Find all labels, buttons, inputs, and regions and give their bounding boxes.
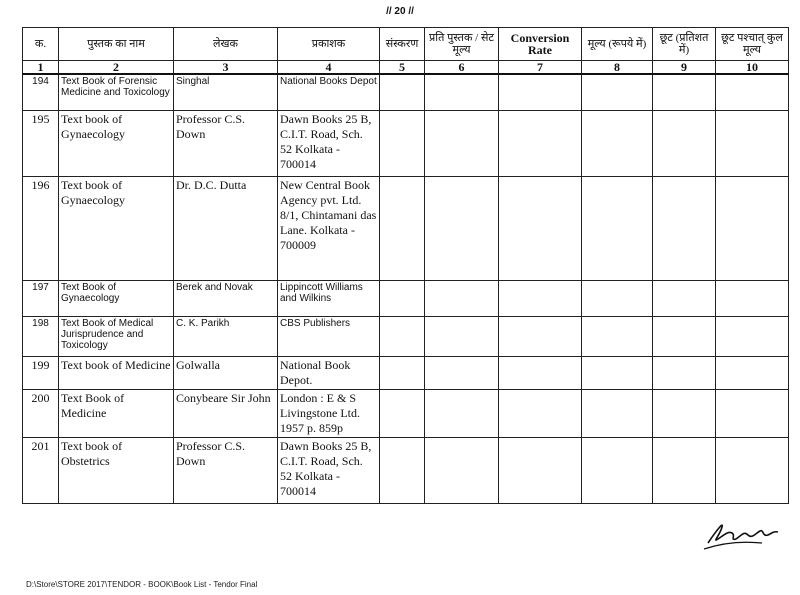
empty-cell bbox=[499, 356, 582, 389]
empty-cell bbox=[425, 110, 499, 176]
empty-cell bbox=[716, 110, 789, 176]
table-row bbox=[23, 356, 789, 389]
empty-cell bbox=[582, 74, 653, 110]
empty-cell bbox=[380, 437, 425, 503]
column-number: 10 bbox=[716, 61, 789, 75]
empty-cell bbox=[499, 74, 582, 110]
book-title: Text Book of Gynaecology bbox=[59, 280, 174, 316]
empty-cell bbox=[425, 389, 499, 437]
signature-icon bbox=[702, 513, 782, 553]
row-number: 199 bbox=[23, 356, 59, 389]
column-number: 2 bbox=[59, 61, 174, 75]
book-title: Text book of Medicine bbox=[59, 356, 174, 389]
book-title: Text book of Obstetrics bbox=[59, 437, 174, 503]
book-title: Text book of Gynaecology bbox=[59, 110, 174, 176]
book-publisher: Dawn Books 25 B, C.I.T. Road, Sch. 52 Kolkata - 700014 bbox=[278, 437, 380, 503]
header-row bbox=[23, 28, 789, 61]
row-number: 201 bbox=[23, 437, 59, 503]
empty-cell bbox=[582, 389, 653, 437]
empty-cell bbox=[499, 437, 582, 503]
empty-cell bbox=[716, 316, 789, 356]
column-number: 9 bbox=[653, 61, 716, 75]
row-number: 198 bbox=[23, 316, 59, 356]
empty-cell bbox=[499, 110, 582, 176]
table-row bbox=[23, 74, 789, 110]
empty-cell bbox=[380, 74, 425, 110]
column-header: छूट (प्रतिशत में) bbox=[653, 28, 716, 61]
empty-cell bbox=[499, 389, 582, 437]
column-number: 7 bbox=[499, 61, 582, 75]
book-author: Conybeare Sir John bbox=[174, 389, 278, 437]
empty-cell bbox=[380, 356, 425, 389]
empty-cell bbox=[499, 280, 582, 316]
empty-cell bbox=[653, 437, 716, 503]
row-number: 194 bbox=[23, 74, 59, 110]
column-header: छूट पश्चात् कुल मूल्य bbox=[716, 28, 789, 61]
empty-cell bbox=[425, 280, 499, 316]
book-author: Professor C.S. Down bbox=[174, 437, 278, 503]
footer-file-path: D:\Store\STORE 2017\TENDOR - BOOK\Book List - Tendor Final bbox=[26, 580, 258, 589]
empty-cell bbox=[499, 316, 582, 356]
column-number: 4 bbox=[278, 61, 380, 75]
book-publisher: CBS Publishers bbox=[278, 316, 380, 356]
book-title: Text book of Gynaecology bbox=[59, 176, 174, 280]
empty-cell bbox=[380, 316, 425, 356]
book-title: Text Book of Medical Jurisprudence and Toxicology bbox=[59, 316, 174, 356]
column-header: Conversion Rate bbox=[499, 28, 582, 61]
empty-cell bbox=[653, 316, 716, 356]
empty-cell bbox=[499, 176, 582, 280]
table-row bbox=[23, 389, 789, 437]
table-row bbox=[23, 437, 789, 503]
empty-cell bbox=[582, 437, 653, 503]
empty-cell bbox=[716, 437, 789, 503]
empty-cell bbox=[653, 74, 716, 110]
column-number: 8 bbox=[582, 61, 653, 75]
book-publisher: New Central Book Agency pvt. Ltd. 8/1, Chintamani das Lane. Kolkata - 700009 bbox=[278, 176, 380, 280]
empty-cell bbox=[582, 176, 653, 280]
empty-cell bbox=[716, 74, 789, 110]
column-header: प्रति पुस्तक / सेट मूल्य bbox=[425, 28, 499, 61]
table-row bbox=[23, 110, 789, 176]
empty-cell bbox=[425, 176, 499, 280]
book-author: Singhal bbox=[174, 74, 278, 110]
column-header: पुस्तक का नाम bbox=[59, 28, 174, 61]
row-number: 197 bbox=[23, 280, 59, 316]
empty-cell bbox=[380, 389, 425, 437]
book-author: Berek and Novak bbox=[174, 280, 278, 316]
column-number: 6 bbox=[425, 61, 499, 75]
column-header: मूल्य (रूपये में) bbox=[582, 28, 653, 61]
book-author: C. K. Parikh bbox=[174, 316, 278, 356]
empty-cell bbox=[425, 74, 499, 110]
column-header: प्रकाशक bbox=[278, 28, 380, 61]
column-number: 3 bbox=[174, 61, 278, 75]
empty-cell bbox=[653, 356, 716, 389]
book-publisher: National Books Depot bbox=[278, 74, 380, 110]
empty-cell bbox=[653, 110, 716, 176]
empty-cell bbox=[716, 176, 789, 280]
row-number: 196 bbox=[23, 176, 59, 280]
empty-cell bbox=[582, 356, 653, 389]
book-author: Dr. D.C. Dutta bbox=[174, 176, 278, 280]
empty-cell bbox=[716, 356, 789, 389]
row-number: 200 bbox=[23, 389, 59, 437]
empty-cell bbox=[653, 176, 716, 280]
book-list-table bbox=[22, 27, 789, 504]
empty-cell bbox=[716, 389, 789, 437]
book-author: Golwalla bbox=[174, 356, 278, 389]
book-author: Professor C.S. Down bbox=[174, 110, 278, 176]
empty-cell bbox=[380, 280, 425, 316]
empty-cell bbox=[582, 316, 653, 356]
empty-cell bbox=[653, 389, 716, 437]
empty-cell bbox=[716, 280, 789, 316]
column-number-row bbox=[23, 61, 789, 75]
book-title: Text Book of Medicine bbox=[59, 389, 174, 437]
book-publisher: Dawn Books 25 B, C.I.T. Road, Sch. 52 Kolkata - 700014 bbox=[278, 110, 380, 176]
book-publisher: London : E & S Livingstone Ltd. 1957 p. 859p bbox=[278, 389, 380, 437]
empty-cell bbox=[380, 110, 425, 176]
empty-cell bbox=[380, 176, 425, 280]
book-publisher: Lippincott Williams and Wilkins bbox=[278, 280, 380, 316]
column-header: क. bbox=[23, 28, 59, 61]
column-header: संस्करण bbox=[380, 28, 425, 61]
empty-cell bbox=[582, 280, 653, 316]
page-number: // 20 // bbox=[386, 6, 414, 17]
table-row bbox=[23, 176, 789, 280]
empty-cell bbox=[425, 316, 499, 356]
column-number: 1 bbox=[23, 61, 59, 75]
book-publisher: National Book Depot. bbox=[278, 356, 380, 389]
table-body bbox=[23, 74, 789, 503]
book-title: Text Book of Forensic Medicine and Toxicology bbox=[59, 74, 174, 110]
table-row bbox=[23, 280, 789, 316]
column-header: लेखक bbox=[174, 28, 278, 61]
empty-cell bbox=[425, 356, 499, 389]
empty-cell bbox=[425, 437, 499, 503]
empty-cell bbox=[582, 110, 653, 176]
row-number: 195 bbox=[23, 110, 59, 176]
empty-cell bbox=[653, 280, 716, 316]
column-number: 5 bbox=[380, 61, 425, 75]
table-row bbox=[23, 316, 789, 356]
